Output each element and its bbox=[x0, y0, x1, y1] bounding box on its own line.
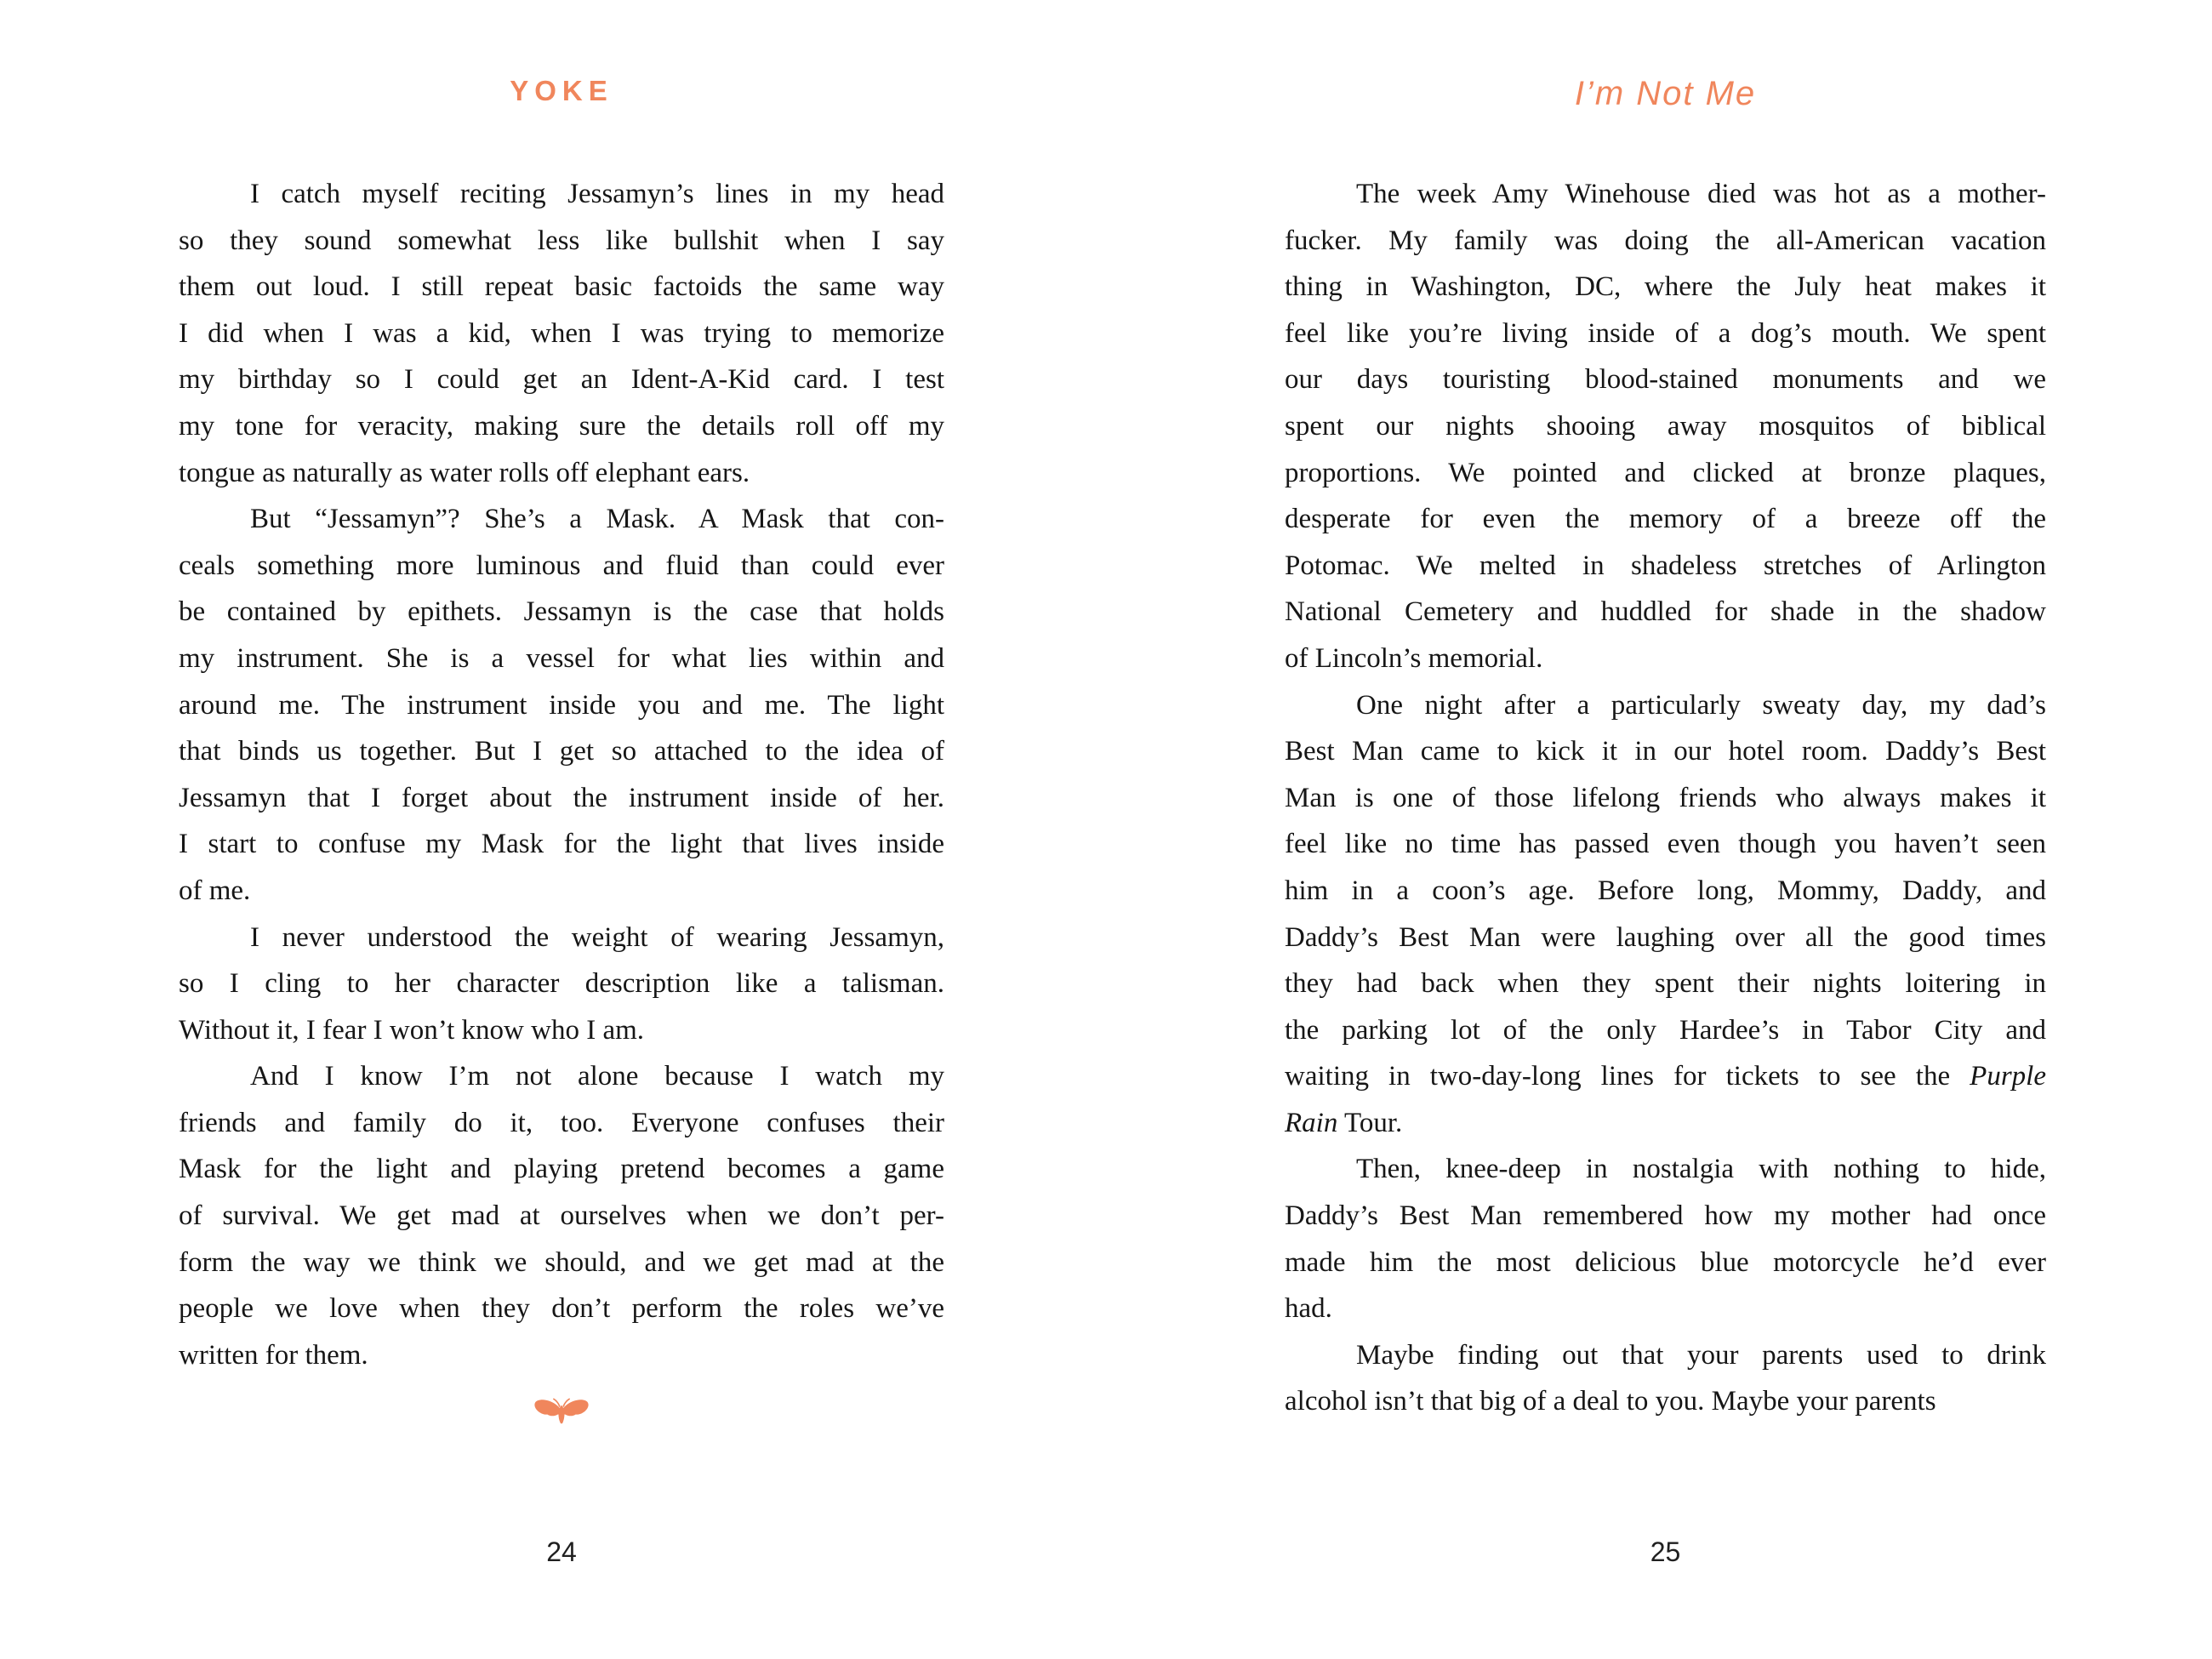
text-line: my birthday so I could get an Ident-A-Kid card. I test bbox=[179, 364, 944, 396]
text-line: proportions. We pointed and clicked at bronze plaques, bbox=[1285, 457, 2046, 488]
text-line: Jessamyn that I forget about the instrument inside of her. bbox=[179, 782, 944, 813]
text-line: so I cling to her character description like a talisman. bbox=[179, 968, 944, 1000]
text-line: Potomac. We melted in shadeless stretches of Arlington bbox=[1285, 550, 2046, 581]
text-line: waiting in two-day-long lines for tickets to see the Purple bbox=[1285, 1061, 2046, 1092]
paragraph bbox=[1285, 1332, 2046, 1425]
text-line: be contained by epithets. Jessamyn is the case that holds bbox=[179, 596, 944, 628]
text-line: people we love when they don’t perform the roles we’ve bbox=[179, 1293, 944, 1325]
text-line: the parking lot of the only Hardee’s in Tabor City and bbox=[1285, 1014, 2046, 1046]
text-line: him in a coon’s age. Before long, Mommy, Daddy, and bbox=[1285, 875, 2046, 906]
text-line: I catch myself reciting Jessamyn’s lines in my head bbox=[250, 179, 944, 209]
text-line: tongue as naturally as water rolls off elephant ears. bbox=[179, 457, 750, 488]
text-line: written for them. bbox=[179, 1339, 368, 1371]
text-line: feel like no time has passed even though you haven’t seen bbox=[1285, 829, 2046, 860]
text-line: they had back when they spent their nights loitering in bbox=[1285, 968, 2046, 1000]
text-line: Without it, I fear I won’t know who I am. bbox=[179, 1014, 645, 1046]
text-line: I did when I was a kid, when I was trying to memorize bbox=[179, 317, 944, 349]
text-line: Mask for the light and playing pretend becomes a game bbox=[179, 1154, 944, 1185]
moth-icon bbox=[533, 1395, 590, 1433]
text-line: Daddy’s Best Man remembered how my mother had once bbox=[1285, 1200, 2046, 1232]
paragraph bbox=[179, 171, 944, 496]
right-page bbox=[1285, 0, 2046, 1659]
text-line: The week Amy Winehouse died was hot as a mother- bbox=[1356, 179, 2046, 209]
text-line: Then, knee-deep in nostalgia with nothing to hide, bbox=[1356, 1154, 2046, 1185]
text-line: desperate for even the memory of a breeze off the bbox=[1285, 504, 2046, 535]
text-line: form the way we think we should, and we get mad at the bbox=[179, 1246, 944, 1278]
paragraph bbox=[179, 915, 944, 1054]
text-line: spent our nights shooing away mosquitos of biblical bbox=[1285, 410, 2046, 442]
right-running-head: I’m Not Me bbox=[1574, 75, 1757, 112]
text-line: One night after a particularly sweaty day, my dad’s bbox=[1356, 689, 2046, 721]
text-line: Rain Tour. bbox=[1285, 1107, 1403, 1138]
text-line: so they sound somewhat less like bullshit when I say bbox=[179, 225, 944, 256]
left-body-text bbox=[179, 171, 944, 1378]
text-line: had. bbox=[1285, 1293, 1332, 1325]
right-body-text bbox=[1285, 171, 2046, 1425]
paragraph bbox=[1285, 682, 2046, 1147]
text-line: around me. The instrument inside you and me. The light bbox=[179, 689, 944, 721]
paragraph bbox=[179, 496, 944, 914]
text-line: Best Man came to kick it in our hotel room. Daddy’s Best bbox=[1285, 736, 2046, 767]
paragraph bbox=[1285, 171, 2046, 682]
text-line: my instrument. She is a vessel for what lies within and bbox=[179, 642, 944, 674]
text-line: fucker. My family was doing the all-American vacation bbox=[1285, 225, 2046, 256]
left-running-head: YOKE bbox=[510, 75, 613, 106]
text-line: ceals something more luminous and fluid than could ever bbox=[179, 550, 944, 581]
text-line: Man is one of those lifelong friends who always makes it bbox=[1285, 782, 2046, 813]
text-line: alcohol isn’t that big of a deal to you. Maybe your parents bbox=[1285, 1386, 1936, 1417]
text-line: And I know I’m not alone because I watch my bbox=[250, 1061, 944, 1092]
left-page bbox=[179, 0, 944, 1659]
text-line: that binds us together. But I get so attached to the idea of bbox=[179, 736, 944, 767]
text-line: feel like you’re living inside of a dog’s mouth. We spent bbox=[1285, 317, 2046, 349]
text-line: made him the most delicious blue motorcycle he’d ever bbox=[1285, 1246, 2046, 1278]
text-line: my tone for veracity, making sure the details roll off my bbox=[179, 410, 944, 442]
text-line: I never understood the weight of wearing Jessamyn, bbox=[250, 921, 944, 953]
text-line: I start to confuse my Mask for the light that lives inside bbox=[179, 829, 944, 860]
paragraph bbox=[179, 1053, 944, 1378]
text-line: Maybe finding out that your parents used to drink bbox=[1356, 1339, 2046, 1371]
text-line: our days touristing blood-stained monuments and we bbox=[1285, 364, 2046, 396]
text-line: of survival. We get mad at ourselves when we don’t per- bbox=[179, 1200, 944, 1232]
text-line: of Lincoln’s memorial. bbox=[1285, 642, 1543, 674]
left-page-number: 24 bbox=[546, 1536, 577, 1567]
right-page-number: 25 bbox=[1650, 1536, 1681, 1567]
text-line: National Cemetery and huddled for shade in the shadow bbox=[1285, 596, 2046, 628]
text-line: them out loud. I still repeat basic factoids the same way bbox=[179, 271, 944, 303]
text-line: But “Jessamyn”? She’s a Mask. A Mask that con- bbox=[250, 504, 944, 535]
text-line: of me. bbox=[179, 875, 251, 906]
text-line: Daddy’s Best Man were laughing over all the good times bbox=[1285, 921, 2046, 953]
text-line: friends and family do it, too. Everyone confuses their bbox=[179, 1107, 944, 1138]
paragraph bbox=[1285, 1146, 2046, 1331]
text-line: thing in Washington, DC, where the July heat makes it bbox=[1285, 271, 2046, 303]
